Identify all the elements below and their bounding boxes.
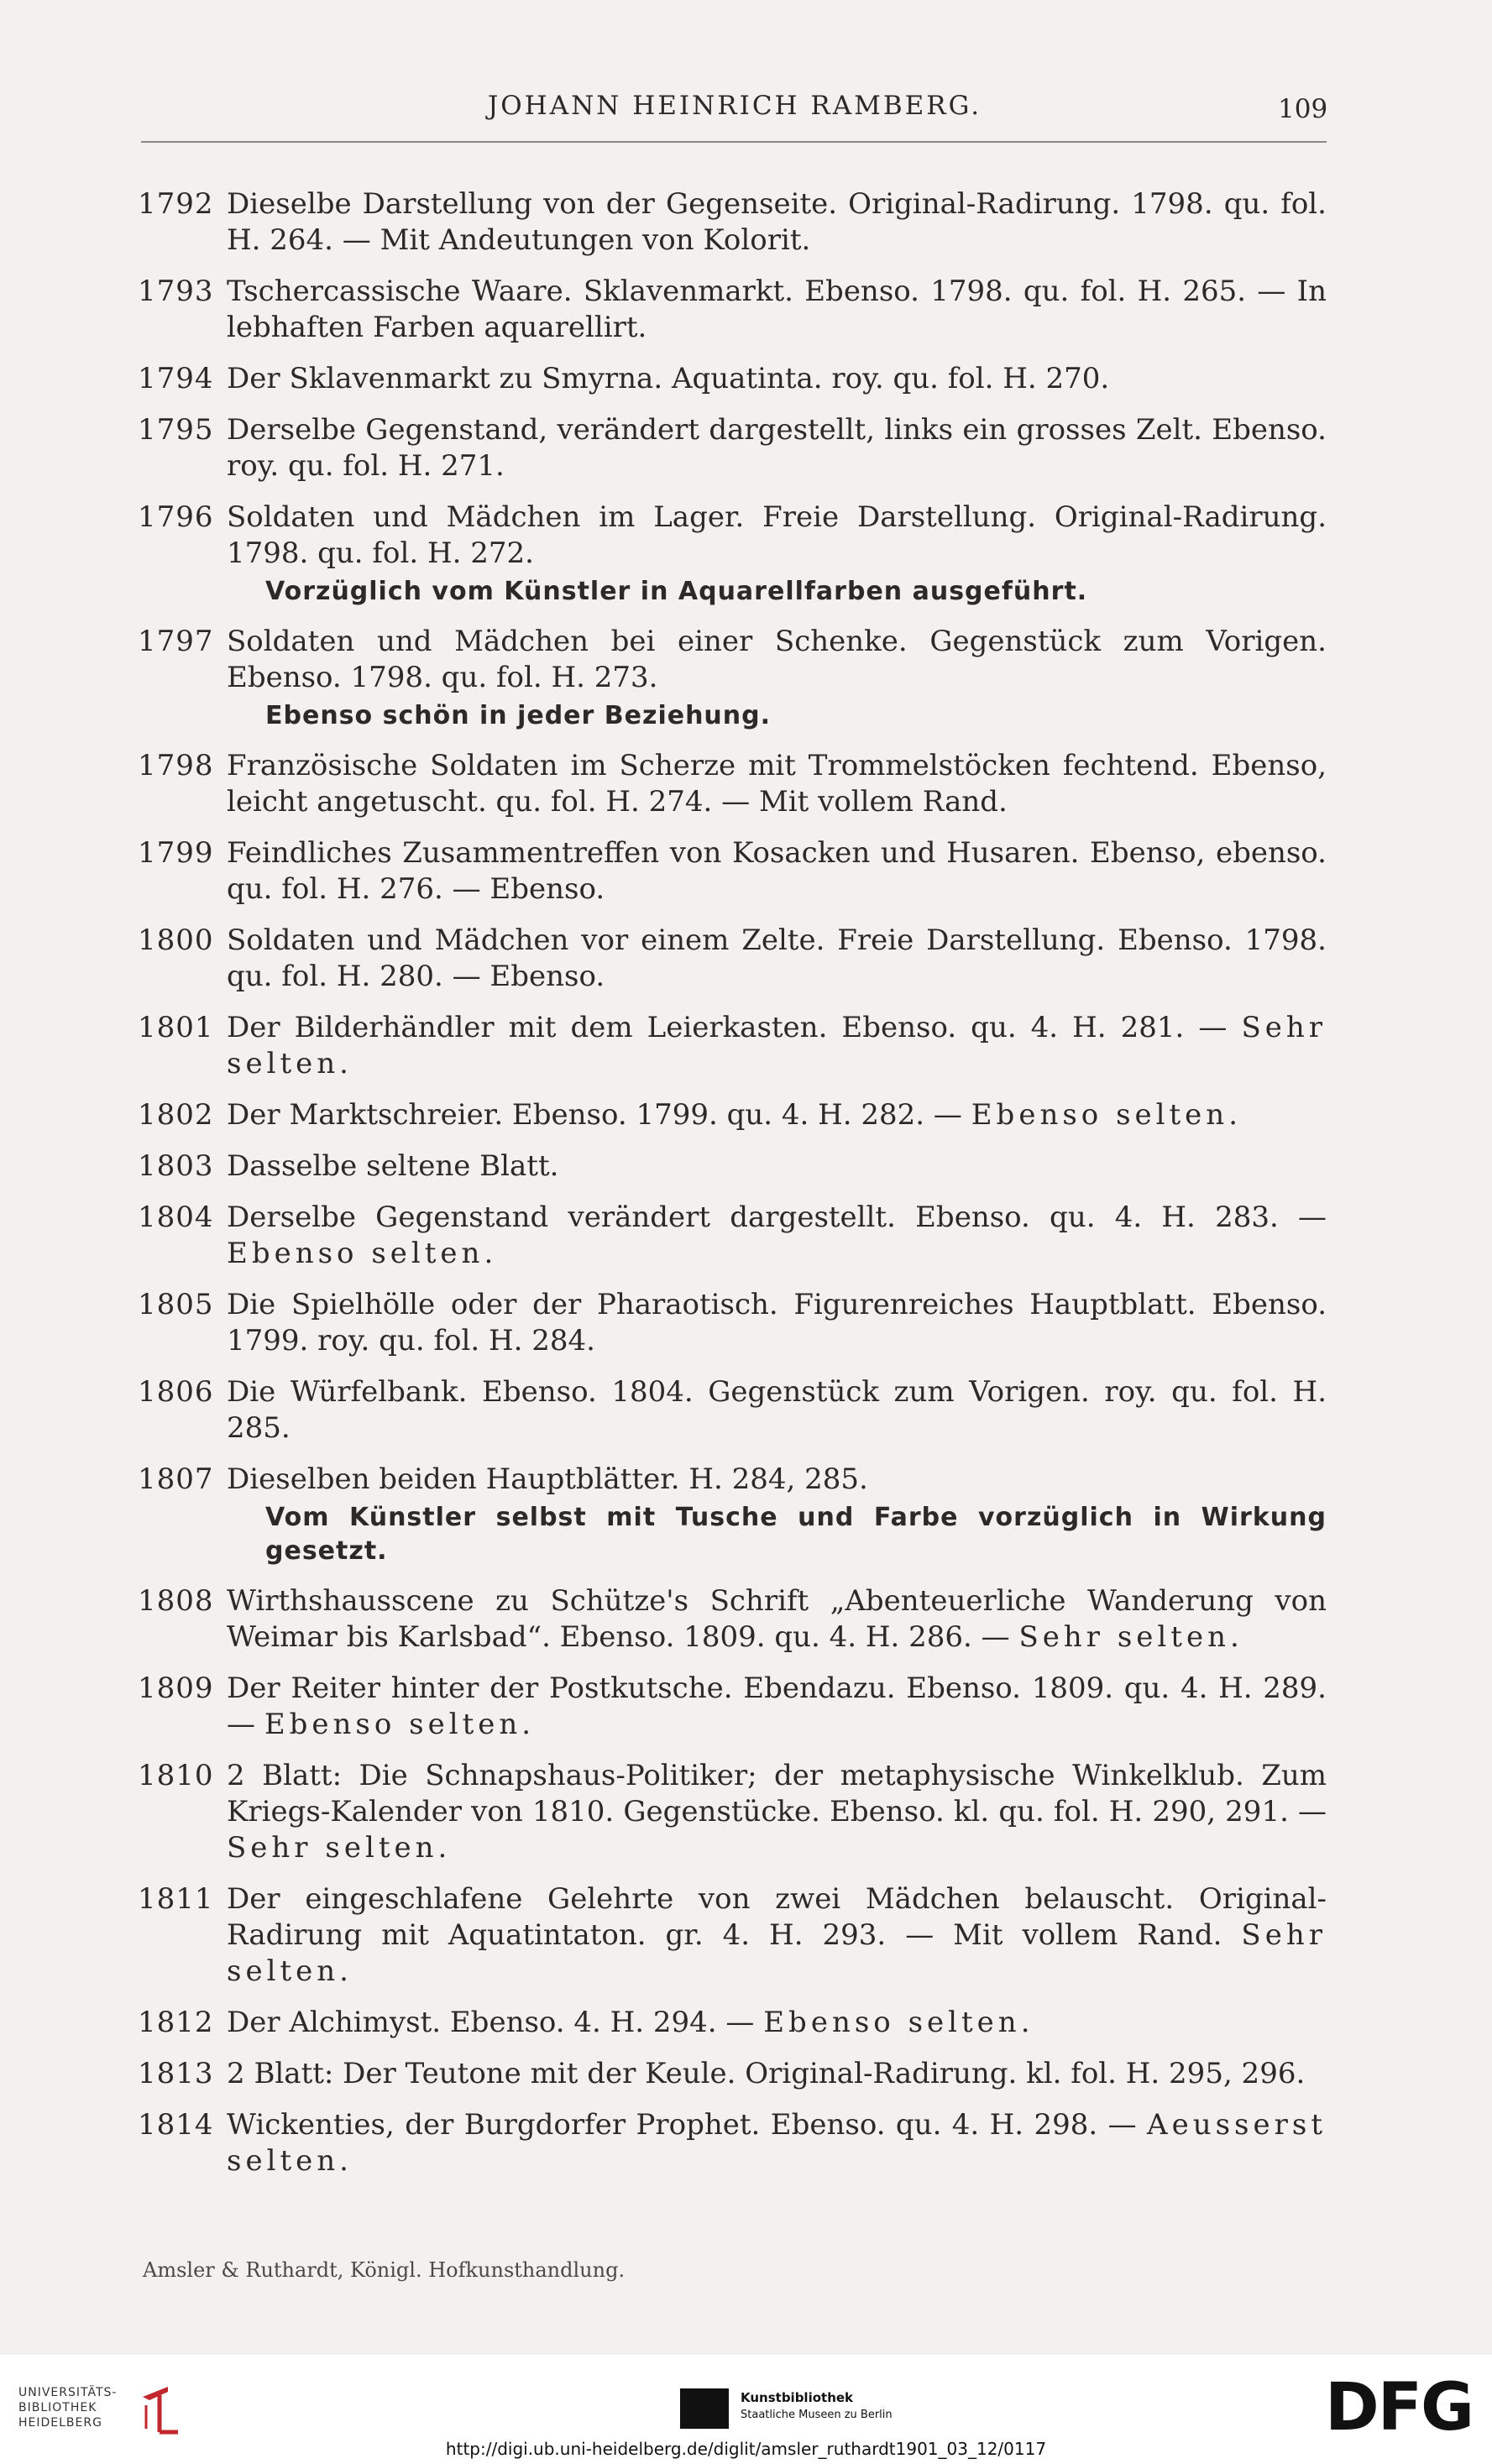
entry-description: Feindliches Zusammentreffen von Kosacken und Husaren. Ebenso, ebenso. qu. fol. H. 276. — Ebenso. xyxy=(227,836,1327,906)
entry-description: Der Alchimyst. Ebenso. 4. H. 294. — xyxy=(227,2006,755,2039)
entry-number: 1792 xyxy=(138,187,214,221)
catalog-entry xyxy=(134,1148,1327,1185)
header-rule xyxy=(141,141,1327,143)
library-line: UNIVERSITÄTS- xyxy=(18,2386,118,2399)
rarity-note: Sehr selten. xyxy=(1018,1620,1243,1654)
catalog-entry xyxy=(134,2107,1327,2179)
entry-number: 1804 xyxy=(138,1201,214,1234)
page-number: 109 xyxy=(1278,94,1328,124)
dfg-logo: DFG xyxy=(1325,2370,1474,2446)
entry-description: Tschercassische Waare. Sklavenmarkt. Ebenso. 1798. qu. fol. H. 265. — In lebhaften Farben aquarellirt. xyxy=(227,275,1327,344)
entry-number: 1805 xyxy=(138,1288,214,1321)
entry-description: Dieselbe Darstellung von der Gegenseite. Original-Radirung. 1798. qu. fol. H. 264. — Mit Andeutungen von Kolorit. xyxy=(227,187,1327,257)
rarity-note: Ebenso selten. xyxy=(264,1708,536,1741)
entry-number: 1797 xyxy=(138,625,214,658)
entry-number: 1813 xyxy=(138,2057,214,2090)
rarity-note: Sehr selten. xyxy=(227,1918,1327,1988)
rarity-note: Ebenso selten. xyxy=(227,1237,498,1270)
catalog-entry xyxy=(134,412,1327,484)
entry-text xyxy=(227,2056,1327,2092)
entry-description: Der eingeschlafene Gelehrte von zwei Mädchen belauscht. Original-Radirung mit Aquatintaton. gr. 4. H. 293. — Mit vollem Rand. xyxy=(227,1882,1327,1952)
catalog-entry xyxy=(134,1010,1327,1082)
entry-description: Soldaten und Mädchen im Lager. Freie Darstellung. Original-Radirung. 1798. qu. fol. H. 272. xyxy=(227,500,1327,570)
entry-text xyxy=(227,923,1327,995)
entry-description: Derselbe Gegenstand, verändert dargestellt, links ein grosses Zelt. Ebenso. roy. qu. fol. H. 271. xyxy=(227,413,1327,483)
entry-text xyxy=(227,2005,1327,2041)
entry-text xyxy=(227,1374,1327,1446)
entry-description: Soldaten und Mädchen vor einem Zelte. Freie Darstellung. Ebenso. 1798. qu. fol. H. 280. — Ebenso. xyxy=(227,923,1327,993)
entry-text xyxy=(227,1462,1327,1498)
entry-number: 1803 xyxy=(138,1149,214,1183)
entry-description: Der Reiter hinter der Postkutsche. Ebendazu. Ebenso. 1809. qu. 4. H. 289. — xyxy=(227,1671,1327,1741)
entry-description: Französische Soldaten im Scherze mit Trommelstöcken fechtend. Ebenso, leicht angetuscht. qu. fol. H. 274. — Mit vollem Rand. xyxy=(227,749,1327,819)
rarity-note: Aeusserst selten. xyxy=(227,2108,1327,2178)
catalog-entry xyxy=(134,1758,1327,1866)
entry-description: Der Sklavenmarkt zu Smyrna. Aquatinta. roy. qu. fol. H. 270. xyxy=(227,362,1110,395)
catalog-entries xyxy=(134,186,1327,2195)
entry-description: Die Spielhölle oder der Pharaotisch. Figurenreiches Hauptblatt. Ebenso. 1799. roy. qu. fol. H. 284. xyxy=(227,1288,1327,1358)
entry-text xyxy=(227,1097,1327,1133)
library-line: BIBLIOTHEK xyxy=(18,2401,97,2414)
entry-remark: Ebenso schön in jeder Beziehung. xyxy=(265,701,772,730)
entry-description: Der Bilderhändler mit dem Leierkasten. Ebenso. qu. 4. H. 281. — xyxy=(227,1011,1228,1044)
entry-number: 1814 xyxy=(138,2108,214,2142)
catalog-entry xyxy=(134,274,1327,346)
entry-number: 1802 xyxy=(138,1098,214,1132)
entry-number: 1794 xyxy=(138,362,214,395)
entry-description: 2 Blatt: Der Teutone mit der Keule. Original-Radirung. kl. fol. H. 295, 296. xyxy=(227,2057,1306,2090)
catalog-entry xyxy=(134,1462,1327,1568)
entry-number: 1801 xyxy=(138,1011,214,1044)
entry-text xyxy=(227,1881,1327,1990)
library-line: HEIDELBERG xyxy=(18,2416,102,2430)
entry-text xyxy=(227,1010,1327,1082)
kunstbibliothek-icon xyxy=(680,2388,729,2429)
rarity-note: Sehr selten. xyxy=(227,1831,452,1865)
catalog-entry xyxy=(134,2005,1327,2041)
catalog-entry xyxy=(134,500,1327,609)
entry-number: 1800 xyxy=(138,923,214,957)
running-head: JOHANN HEINRICH RAMBERG. xyxy=(487,91,982,121)
source-url[interactable]: http://digi.ub.uni-heidelberg.de/diglit/amsler_ruthardt1901_03_12/0117 xyxy=(445,2439,1047,2459)
entry-text xyxy=(227,1758,1327,1866)
entry-number: 1812 xyxy=(138,2006,214,2039)
entry-number: 1811 xyxy=(138,1882,214,1916)
entry-text xyxy=(227,412,1327,484)
entry-remark: Vorzüglich vom Künstler in Aquarellfarben ausgeführt. xyxy=(265,577,1088,606)
entry-text xyxy=(227,835,1327,908)
entry-number: 1799 xyxy=(138,836,214,870)
entry-remark: Vom Künstler selbst mit Tusche und Farbe vorzüglich in Wirkung gesetzt. xyxy=(265,1503,1327,1566)
entry-text xyxy=(227,1287,1327,1359)
entry-number: 1793 xyxy=(138,275,214,308)
entry-description: Wirthshausscene zu Schütze's Schrift „Abenteuerliche Wanderung von Weimar bis Karlsbad“. Ebenso. 1809. qu. 4. H. 286. — xyxy=(227,1584,1327,1654)
catalog-entry xyxy=(134,186,1327,259)
entry-text xyxy=(227,500,1327,572)
entry-number: 1796 xyxy=(138,500,214,534)
library-logo-icon xyxy=(134,2380,185,2439)
catalog-entry xyxy=(134,2056,1327,2092)
entry-text xyxy=(227,361,1327,397)
publisher-footer: Amsler & Ruthardt, Königl. Hofkunsthandlung. xyxy=(143,2258,626,2282)
entry-number: 1808 xyxy=(138,1584,214,1618)
entry-text xyxy=(227,748,1327,820)
entry-text xyxy=(227,1200,1327,1272)
entry-number: 1809 xyxy=(138,1671,214,1705)
entry-text xyxy=(227,1148,1327,1185)
catalog-entry xyxy=(134,361,1327,397)
catalog-entry xyxy=(134,748,1327,820)
catalog-entry xyxy=(134,1200,1327,1272)
entry-description: Derselbe Gegenstand verändert dargestellt. Ebenso. qu. 4. H. 283. — xyxy=(227,1201,1327,1234)
rarity-note: Ebenso selten. xyxy=(763,2006,1034,2039)
entry-number: 1810 xyxy=(138,1759,214,1792)
catalog-entry xyxy=(134,1287,1327,1359)
entry-description: Die Würfelbank. Ebenso. 1804. Gegenstück zum Vorigen. roy. qu. fol. H. 285. xyxy=(227,1375,1327,1445)
rarity-note: Ebenso selten. xyxy=(971,1098,1242,1132)
entry-number: 1795 xyxy=(138,413,214,447)
digitization-bar xyxy=(0,2355,1492,2464)
entry-description: Wickenties, der Burgdorfer Prophet. Ebenso. qu. 4. H. 298. — xyxy=(227,2108,1137,2142)
entry-description: Soldaten und Mädchen bei einer Schenke. Gegenstück zum Vorigen. Ebenso. 1798. qu. fol. H. 273. xyxy=(227,625,1327,694)
catalog-entry xyxy=(134,835,1327,908)
entry-number: 1807 xyxy=(138,1462,214,1496)
rarity-note: Sehr selten. xyxy=(227,1011,1327,1080)
entry-description: 2 Blatt: Die Schnapshaus-Politiker; der metaphysische Winkelklub. Zum Kriegs-Kalender von 1810. Gegenstücke. Ebenso. kl. qu. fol. H. 290, 291. — xyxy=(227,1759,1327,1828)
entry-text xyxy=(227,624,1327,696)
entry-text xyxy=(227,2107,1327,2179)
catalog-entry xyxy=(134,1374,1327,1446)
entry-description: Dieselben beiden Hauptblätter. H. 284, 285. xyxy=(227,1462,868,1496)
catalog-entry xyxy=(134,1671,1327,1743)
kb-title: Kunstbibliothek xyxy=(741,2390,854,2405)
entry-text xyxy=(227,274,1327,346)
catalog-entry xyxy=(134,1097,1327,1133)
catalog-entry xyxy=(134,1881,1327,1990)
entry-description: Der Marktschreier. Ebenso. 1799. qu. 4. H. 282. — xyxy=(227,1098,962,1132)
catalog-entry xyxy=(134,1583,1327,1656)
kb-subtitle: Staatliche Museen zu Berlin xyxy=(741,2409,893,2421)
entry-number: 1798 xyxy=(138,749,214,782)
entry-description: Dasselbe seltene Blatt. xyxy=(227,1149,559,1183)
catalog-entry xyxy=(134,624,1327,733)
entry-text xyxy=(227,186,1327,259)
library-name xyxy=(18,2385,117,2430)
entry-text xyxy=(227,1583,1327,1656)
entry-number: 1806 xyxy=(138,1375,214,1409)
catalog-entry xyxy=(134,923,1327,995)
entry-text xyxy=(227,1671,1327,1743)
